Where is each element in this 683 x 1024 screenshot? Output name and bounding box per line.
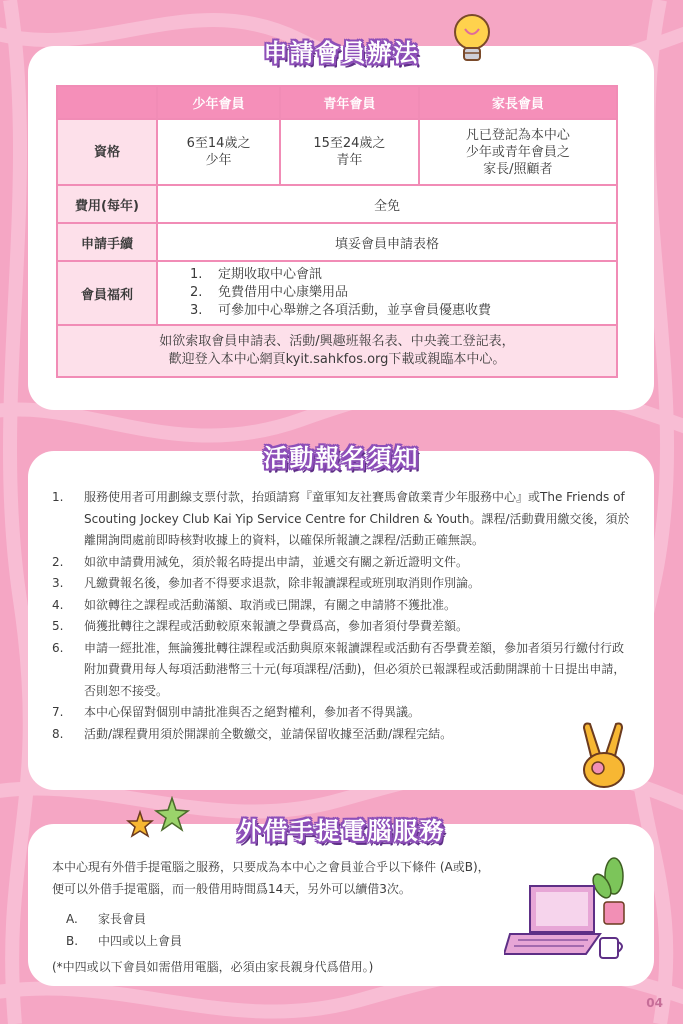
benefits-label: 會員福利	[57, 261, 157, 325]
header-parent: 家長會員	[419, 86, 617, 119]
procedure-row	[57, 223, 617, 261]
laptop-intro: 本中心現有外借手提電腦之服務，只要成為本中心之會員並合乎以下條件 (A或B)， 便可以外借手提電腦，而一般借用時間爲14天，另外可以續借3次。	[52, 860, 490, 896]
list-item: B. 中四或以上會員	[66, 934, 183, 948]
lightbulb-icon	[452, 12, 492, 70]
membership-note: 如欲索取會員申請表、活動/興趣班報名表、中央義工登記表， 歡迎登入本中心網頁kyit.sahkfos.org下載或親臨本中心。	[57, 325, 617, 377]
list-item: A. 家長會員	[66, 912, 147, 926]
list-item: 5. 倘獲批轉往之課程或活動較原來報讀之學費爲高，參加者須付學費差額。	[52, 619, 469, 633]
list-item: 7. 本中心保留對個別申請批准與否之絕對權利，參加者不得異議。	[52, 705, 421, 719]
qualification-label: 資格	[57, 119, 157, 185]
note-row	[57, 325, 617, 377]
qualification-junior: 6至14歲之 少年	[157, 119, 280, 185]
list-item: 4. 如欲轉往之課程或活動滿額、取消或已開課，有關之申請將不獲批准。	[52, 597, 457, 612]
benefits-row	[57, 261, 617, 325]
table-corner-cell	[57, 86, 157, 119]
list-item: 1. 定期收取中心會訊	[190, 267, 323, 282]
header-junior: 少年會員	[157, 86, 280, 119]
fee-label: 費用(每年)	[57, 185, 157, 223]
list-item: 2. 如欲申請費用減免，須於報名時提出申請，並遞交有關之新近證明文件。	[52, 554, 469, 569]
qualification-youth: 15至24歲之 青年	[280, 119, 419, 185]
registration-rules-list	[52, 487, 632, 745]
list-item: 6. 申請一經批准，無論獲批轉往課程或活動與原來報讀課程或活動有否學費差額，參加者須另行繳付行政附加費費用每人每項活動港幣三十元(每項課程/活動)，但必須於已報課程或活動開課前十日提出申請，否則恕不接受。	[52, 640, 626, 698]
membership-section-title: 申請會員辦法	[263, 39, 420, 67]
list-item: 3. 凡繳費報名後，參加者不得要求退款，除非報讀課程或班別取消則作別論。	[52, 576, 481, 590]
list-item: 8. 活動/課程費用須於開課前全數繳交，並請保留收據至活動/課程完結。	[52, 726, 453, 741]
laptop-section-title: 外借手提電腦服務	[237, 817, 446, 845]
registration-section-title: 活動報名須知	[263, 444, 420, 472]
benefits-list	[190, 266, 616, 320]
qualification-row	[57, 119, 617, 185]
fee-value: 全免	[157, 185, 617, 223]
stars-icon	[126, 796, 190, 842]
list-item: 1. 服務使用者可用劃線支票付款，抬頭請寫『童軍知友社賽馬會啟業青少年服務中心』或The Friends of Scouting Jockey Club Kai Yip Service Centre for Children & Youth。課程/活動費用繳交後，須於離開詢問處前即時核對收據上的資料，以確保所報讀之課程/活動正確無誤。	[52, 490, 630, 547]
laptop-loan-text	[52, 856, 552, 978]
benefits-cell	[157, 261, 617, 325]
laptop-note: (*中四或以下會員如需借用電腦，必須由家長親身代爲借用。)	[52, 960, 374, 974]
procedure-label: 申請手續	[57, 223, 157, 261]
list-item: 2. 免費借用中心康樂用品	[190, 285, 349, 300]
table-header-row	[57, 86, 617, 119]
list-item: 3. 可參加中心舉辦之各項活動，並享會員優惠收費	[190, 303, 492, 318]
laptop-icon	[504, 850, 634, 968]
fee-row	[57, 185, 617, 223]
membership-table	[56, 85, 618, 378]
page-number: 04	[646, 996, 663, 1010]
qualification-parent: 凡已登記為本中心 少年或青年會員之 家長/照顧者	[419, 119, 617, 185]
victory-hand-icon	[578, 720, 634, 792]
procedure-value: 填妥會員申請表格	[157, 223, 617, 261]
header-youth: 青年會員	[280, 86, 419, 119]
